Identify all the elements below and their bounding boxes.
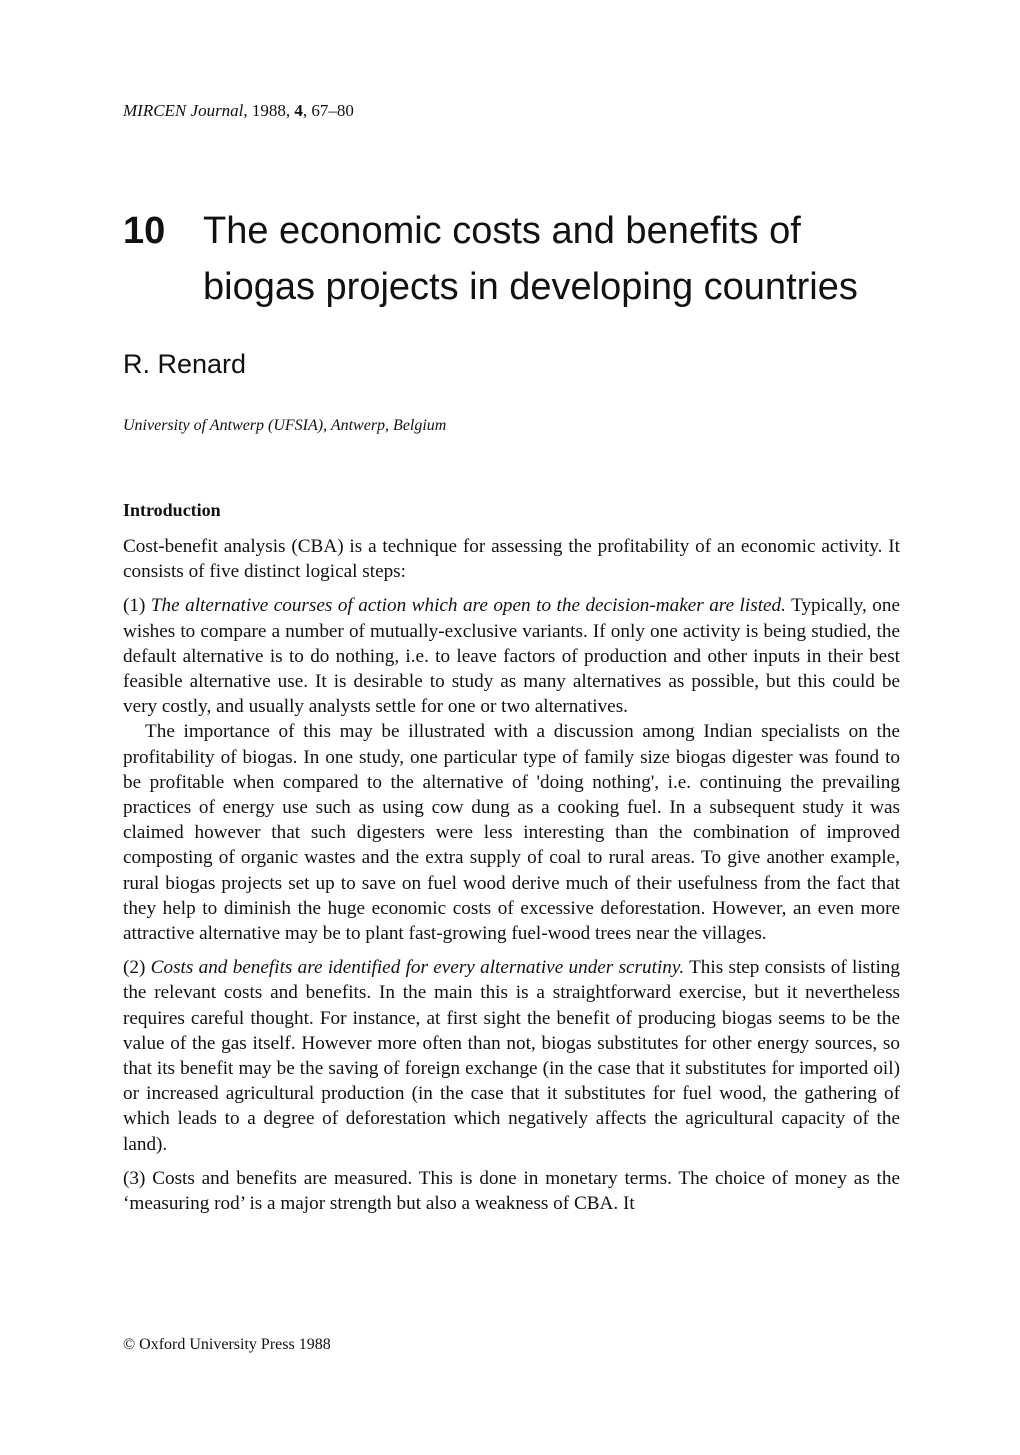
step-1-number: (1) — [123, 595, 151, 617]
journal-name: MIRCEN Journal — [123, 101, 244, 120]
step-2-paragraph — [123, 955, 900, 1157]
step-1-heading: The alternative courses of action which are open to the decision-maker are listed. — [150, 595, 786, 617]
chapter-title-line-1: The economic costs and benefits of — [203, 210, 801, 252]
journal-volume: 4 — [294, 101, 303, 120]
chapter-number: 10 — [123, 210, 166, 252]
journal-pages: , 67–80 — [302, 101, 354, 120]
section-heading-introduction: Introduction — [123, 500, 221, 520]
journal-year: , 1988, — [243, 101, 295, 120]
step-3-paragraph: (3) Costs and benefits are measured. This is done in monetary terms. The choice of money as the ‘measuring rod’ is a major strength but also a weakness of CBA. It — [123, 1167, 900, 1215]
author-affiliation: University of Antwerp (UFSIA), Antwerp, Belgium — [123, 417, 447, 434]
article-body — [123, 498, 900, 1216]
chapter-title-line-2: biogas projects in developing countries — [203, 266, 858, 308]
intro-paragraph: Cost-benefit analysis (CBA) is a technique for assessing the profitability of an economic activity. It consists of five distinct logical steps: — [123, 536, 900, 583]
step-2-heading: Costs and benefits are identified for every alternative under scrutiny. — [150, 957, 685, 979]
step-2-number: (2) — [123, 957, 151, 979]
step-2-text: This step consists of listing the relevant costs and benefits. In the main this is a straightforward exercise, but it nevertheless requires careful thought. For instance, at first sight the benefit of producing biogas seems to be the value of the gas itself. However more often than not, biogas substitutes for other energy sources, so that its benefit may be the saving of foreign exchange (in the case that it substitutes for imported oil) or increased agricultural production (in the case that it substitutes for fuel wood, the gathering of which leads to a degree of deforestation which negatively affects the agricultural capacity of the land). — [123, 957, 900, 1155]
journal-reference — [123, 100, 354, 122]
step-1-text: Typically, one wishes to compare a number of mutually-exclusive variants. If only one activity is being studied, the default alternative is to do nothing, i.e. to leave factors of production and other inputs in their best feasible alternative use. It is desirable to study as many alternatives as possible, but this could be very costly, and usually analysts settle for one or two alternatives. — [123, 595, 900, 718]
copyright-notice: © Oxford University Press 1988 — [123, 1336, 331, 1353]
chapter-title — [203, 203, 943, 315]
author-name: R. Renard — [123, 349, 247, 379]
step-1-paragraph — [123, 593, 900, 719]
step-1-example-paragraph: The importance of this may be illustrated with a discussion among Indian specialists on the profitability of biogas. In one study, one particular type of family size biogas digester was found to be profitable when compared to the alternative of 'doing nothing', i.e. continuing the prevailing practices of energy use such as using cow dung as a cooking fuel. In a subsequent study it was claimed however that such digesters were less interesting than the combination of improved composting of organic wastes and the extra supply of coal to rural areas. To give another example, rural biogas projects set up to save on fuel wood derive much of their usefulness from the fact that they help to diminish the huge economic costs of excessive deforestation. However, an even more attractive alternative may be to plant fast-growing fuel-wood trees near the villages. — [123, 721, 900, 945]
